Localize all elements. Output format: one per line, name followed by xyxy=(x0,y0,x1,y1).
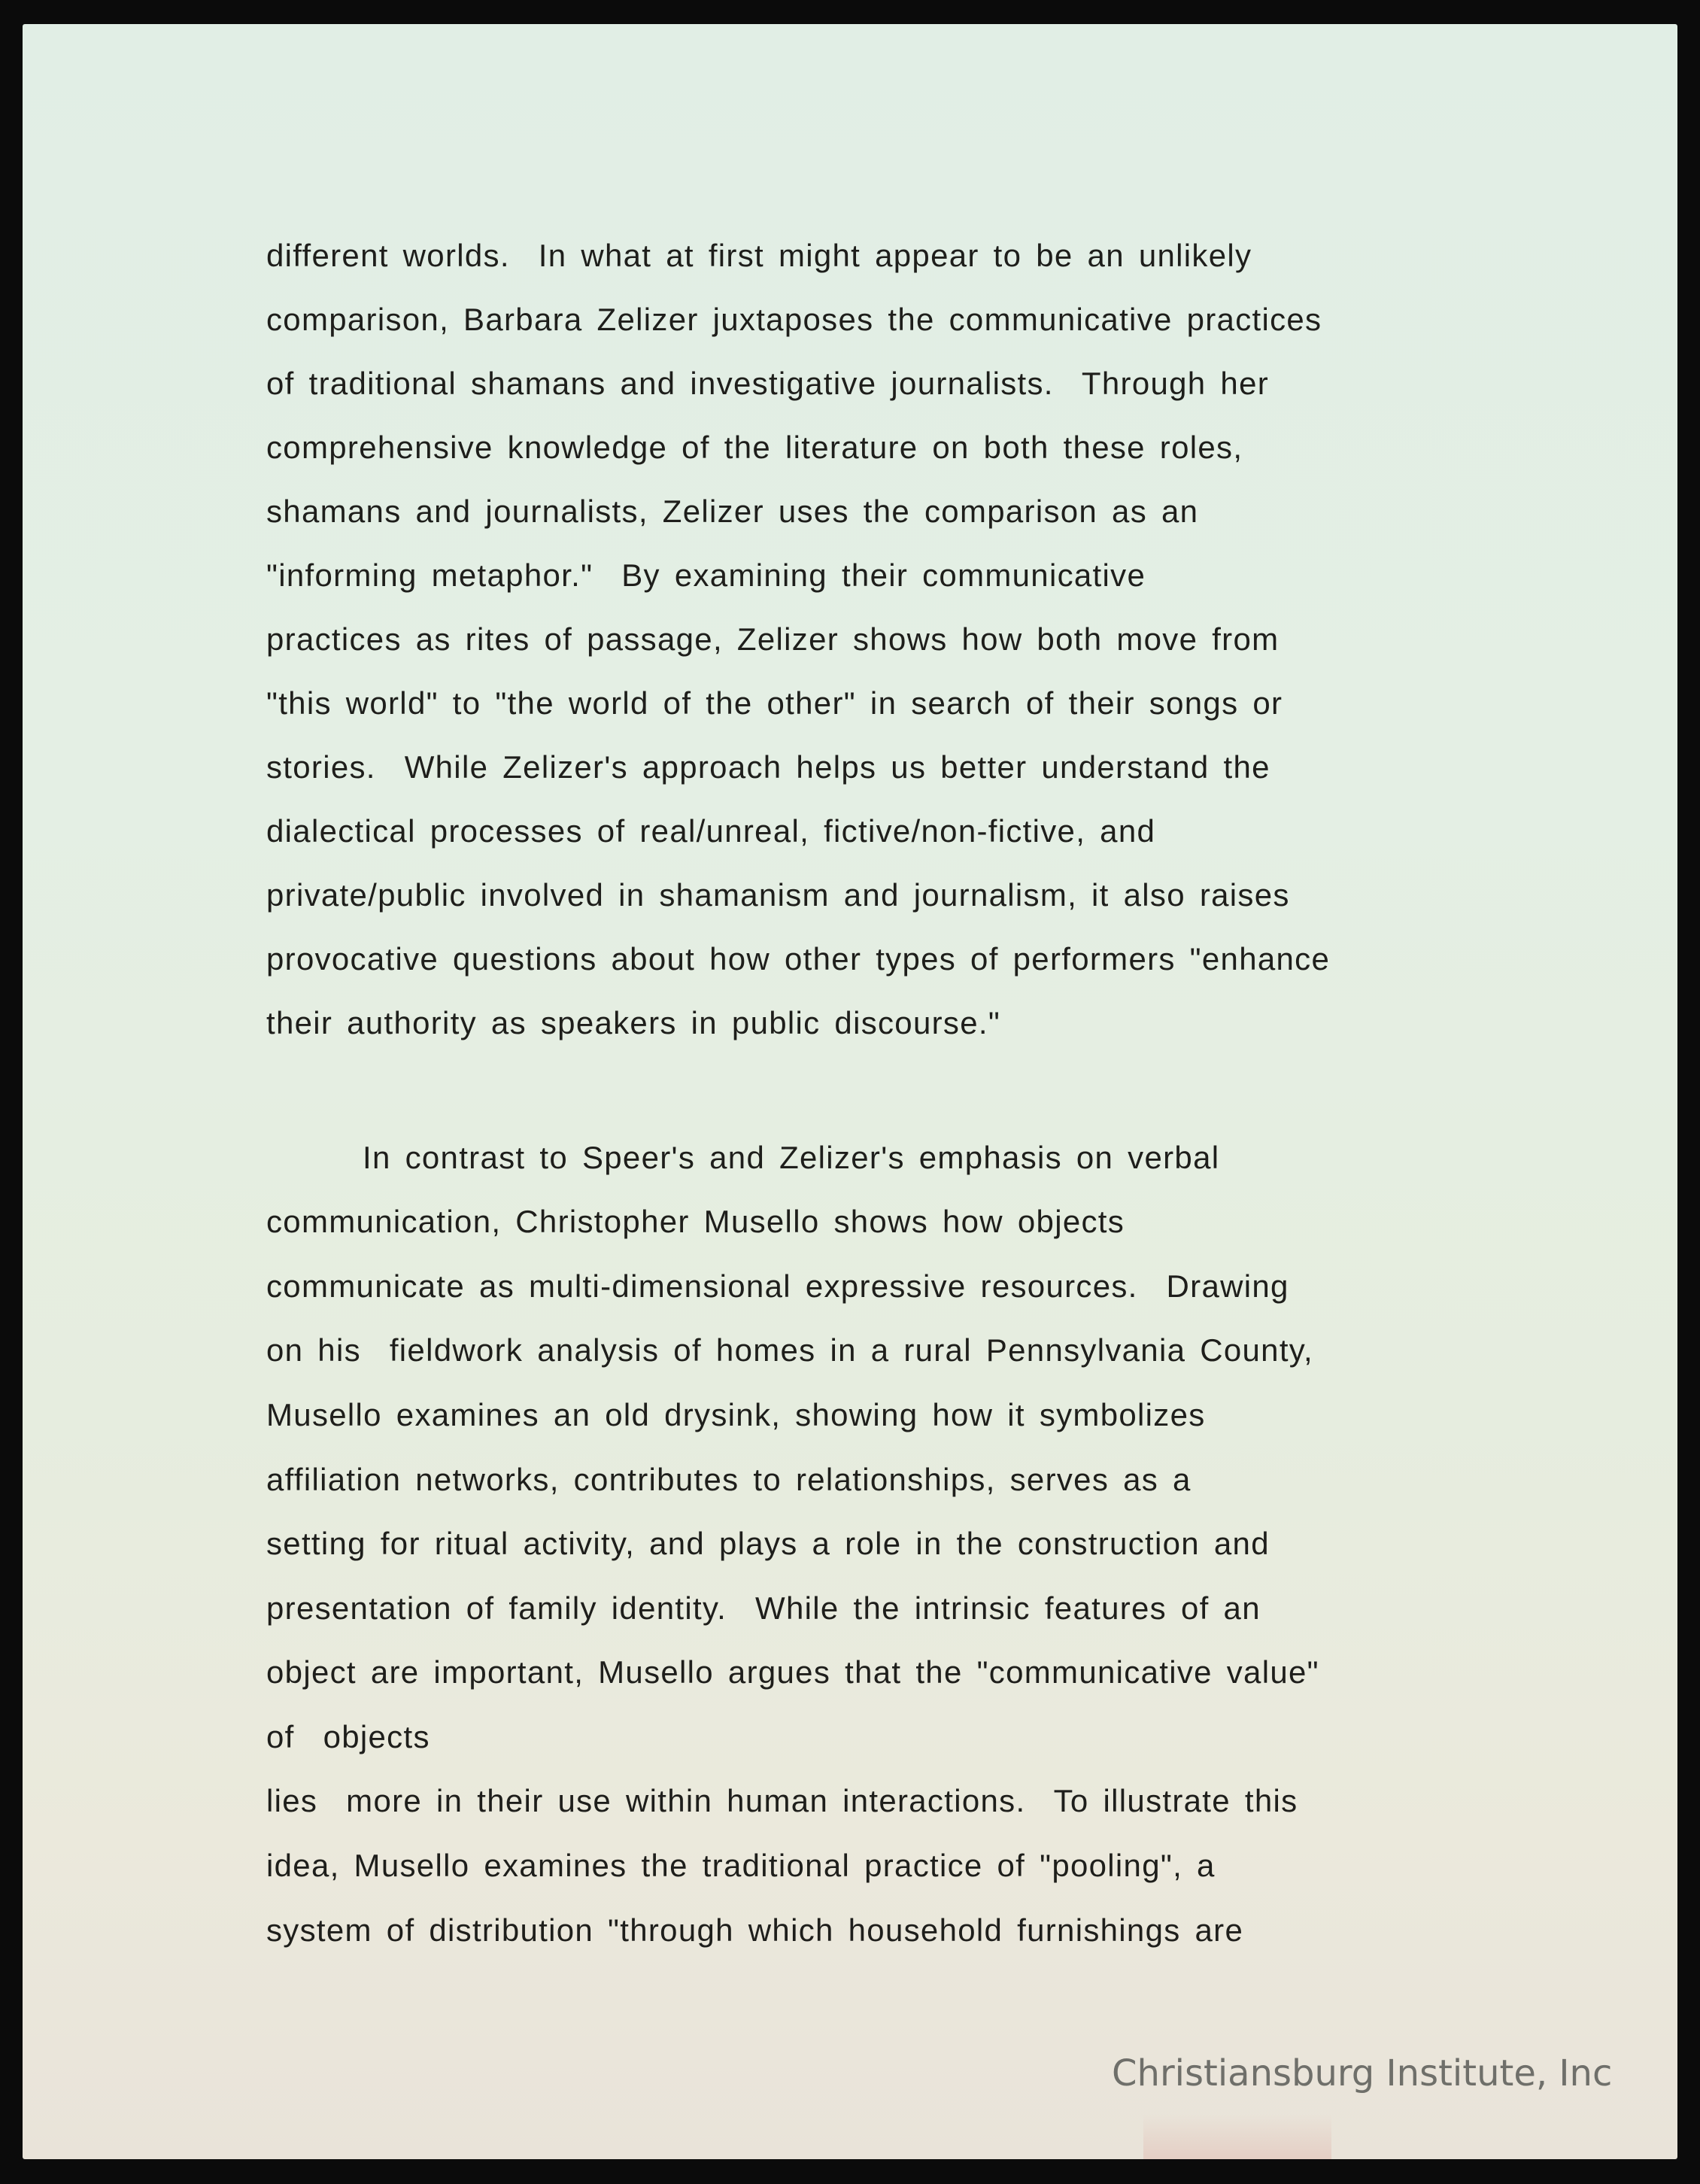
text-line: on his fieldwork analysis of homes in a rural Pennsylvania County, xyxy=(266,1332,1313,1368)
text-line: comprehensive knowledge of the literature on both these roles, xyxy=(266,430,1243,465)
text-line: comparison, Barbara Zelizer juxtaposes the communicative practices xyxy=(266,302,1322,337)
text-line: of traditional shamans and investigative journalists. Through her xyxy=(266,366,1270,401)
paper-stain xyxy=(1143,2114,1331,2159)
watermark-text: Christiansburg Institute, Inc xyxy=(1112,2052,1613,2094)
text-line: Musello examines an old drysink, showing how it symbolizes xyxy=(266,1397,1206,1432)
text-line: communication, Christopher Musello shows how objects xyxy=(266,1204,1125,1239)
paragraph-first-line: In contrast to Speer's and Zelizer's emphasis on verbal xyxy=(363,1140,1220,1175)
text-line: affiliation networks, contributes to relationships, serves as a xyxy=(266,1462,1192,1497)
text-line: private/public involved in shamanism and journalism, it also raises xyxy=(266,877,1290,913)
text-line: object are important, Musello argues that the "communicative value" xyxy=(266,1654,1319,1690)
text-line: lies more in their use within human interactions. To illustrate this xyxy=(266,1783,1298,1818)
text-line: practices as rites of passage, Zelizer shows how both move from xyxy=(266,621,1280,657)
text-line: provocative questions about how other types of performers "enhance xyxy=(266,941,1331,977)
text-line: setting for ritual activity, and plays a role in the construction and xyxy=(266,1526,1270,1561)
text-line: shamans and journalists, Zelizer uses the comparison as an xyxy=(266,494,1199,529)
text-line: of objects xyxy=(266,1719,430,1754)
text-line: idea, Musello examines the traditional practice of "pooling", a xyxy=(266,1848,1216,1883)
text-line: "informing metaphor." By examining their communicative xyxy=(266,557,1146,593)
text-line: different worlds. In what at first might appear to be an unlikely xyxy=(266,238,1252,273)
text-line: "this world" to "the world of the other" in search of their songs or xyxy=(266,685,1283,721)
text-line: presentation of family identity. While the intrinsic features of an xyxy=(266,1590,1261,1626)
paper-page xyxy=(23,24,1677,2159)
text-line: their authority as speakers in public discourse." xyxy=(266,1005,1001,1040)
text-line: dialectical processes of real/unreal, fictive/non-fictive, and xyxy=(266,813,1156,849)
text-line: communicate as multi-dimensional expressive resources. Drawing xyxy=(266,1268,1289,1304)
text-line: stories. While Zelizer's approach helps us better understand the xyxy=(266,749,1270,785)
text-line: system of distribution "through which household furnishings are xyxy=(266,1912,1244,1948)
